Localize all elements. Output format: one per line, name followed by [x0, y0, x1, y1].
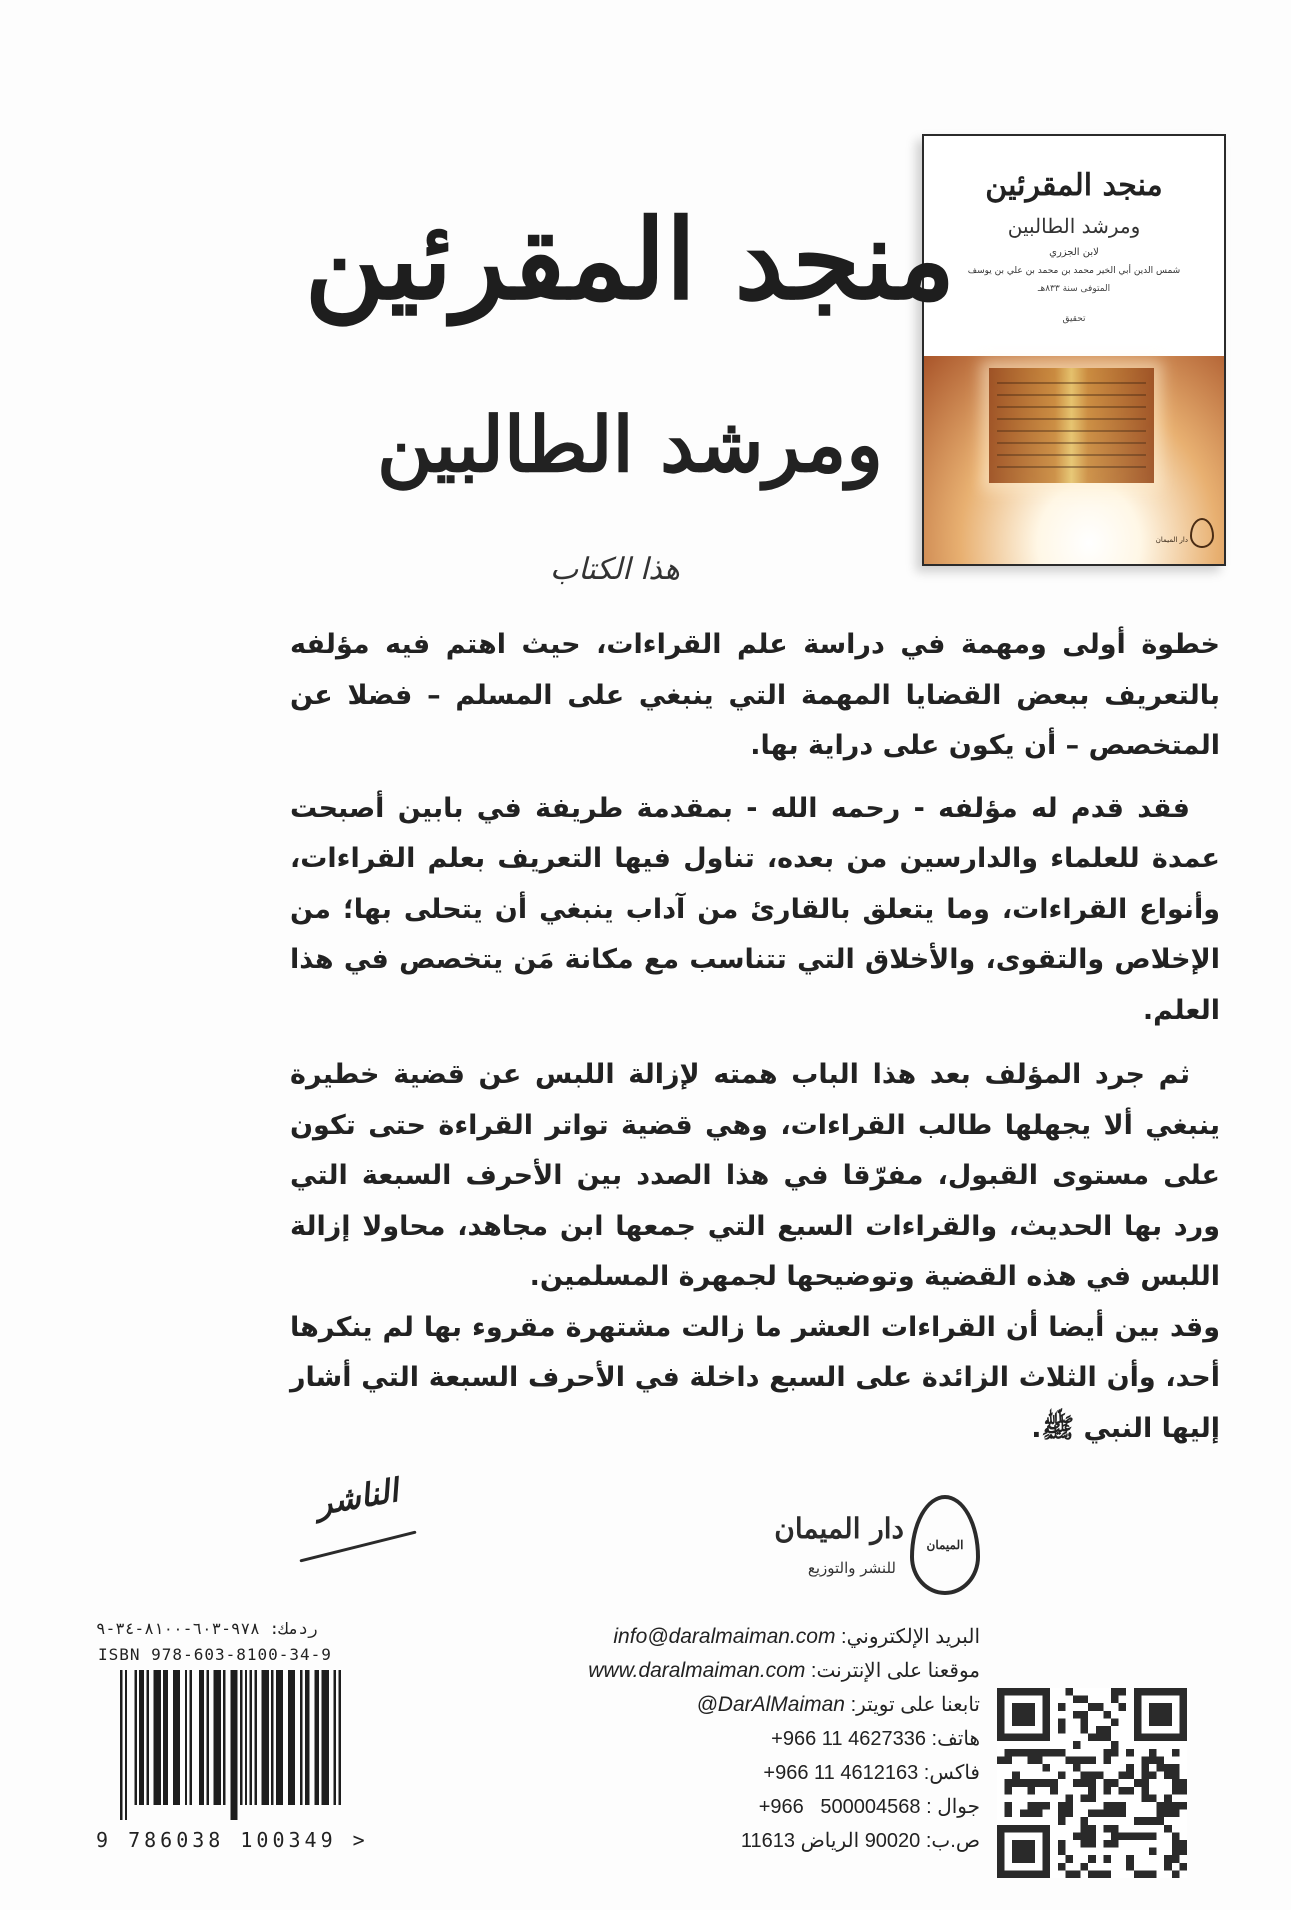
qr-module — [1088, 1825, 1096, 1833]
qr-module — [1111, 1696, 1119, 1704]
qr-module — [1111, 1802, 1119, 1810]
qr-module — [1172, 1848, 1180, 1856]
qr-module — [1096, 1810, 1104, 1818]
signature-underline — [299, 1531, 416, 1563]
contact-info — [520, 1620, 980, 1858]
qr-module — [1119, 1810, 1127, 1818]
qr-module — [1149, 1756, 1157, 1764]
qr-module — [1043, 1779, 1051, 1787]
qr-module — [1088, 1832, 1096, 1840]
qr-module — [1088, 1772, 1096, 1780]
book-title: منجد المقرئين — [304, 195, 956, 324]
barcode-bar — [326, 1670, 328, 1805]
contact-pobox — [520, 1824, 980, 1858]
qr-module — [1088, 1870, 1096, 1878]
qr-module — [1179, 1779, 1187, 1787]
qr-module — [1149, 1794, 1157, 1802]
qr-module — [1103, 1787, 1111, 1795]
qr-module — [1005, 1787, 1013, 1795]
qr-module — [997, 1756, 1005, 1764]
qr-module — [1050, 1779, 1058, 1787]
qr-module — [1119, 1802, 1127, 1810]
barcode-bar — [202, 1670, 204, 1805]
qr-module — [1088, 1794, 1096, 1802]
qr-module — [1065, 1855, 1073, 1863]
qr-module — [1096, 1870, 1104, 1878]
contact-label: هاتف: — [931, 1728, 980, 1750]
qr-module — [1157, 1802, 1165, 1810]
qr-module — [1027, 1749, 1035, 1757]
barcode-bar — [305, 1670, 307, 1805]
qr-module — [1027, 1802, 1035, 1810]
cover-author-death-date: المتوفى سنة ٨٣٣هـ — [1037, 284, 1111, 294]
publisher-tagline: للنشر والتوزيع — [807, 1559, 896, 1577]
qr-module — [1058, 1817, 1066, 1825]
qr-module — [1081, 1779, 1089, 1787]
qr-module — [1126, 1772, 1134, 1780]
contact-email — [520, 1620, 980, 1654]
qr-module — [1005, 1756, 1013, 1764]
qr-module — [1081, 1726, 1089, 1734]
qr-module — [1096, 1734, 1104, 1742]
qr-module — [1058, 1772, 1066, 1780]
qr-module — [1088, 1756, 1096, 1764]
barcode-bar — [166, 1670, 168, 1805]
qr-module — [1164, 1825, 1172, 1833]
qr-finder-center — [1149, 1703, 1172, 1726]
barcode-bar — [206, 1670, 208, 1805]
qr-module — [1111, 1825, 1119, 1833]
teardrop-logo-icon — [910, 1495, 980, 1595]
qr-module — [1065, 1870, 1073, 1878]
qr-module — [1081, 1817, 1089, 1825]
barcode-bar — [317, 1670, 319, 1805]
isbn-arabic: ردمك: ٩٧٨-٦٠٣-٨١٠٠-٣٤-٩ — [96, 1619, 318, 1638]
paragraph: خطوة أولى ومهمة في دراسة علم القراءات، حيث اهتم فيه مؤلفه بالتعريف ببعض القضايا المهمة التي ينبغي على المسلم – فضلا عن المتخصص – أن يكون على دراية بها. — [290, 629, 1220, 761]
qr-module — [1164, 1772, 1172, 1780]
barcode-bar — [173, 1670, 175, 1805]
barcode-bar — [163, 1670, 165, 1805]
barcode-bar — [146, 1670, 148, 1805]
qr-module — [1005, 1810, 1013, 1818]
qr-module — [1035, 1810, 1043, 1818]
contact-mobile — [520, 1790, 980, 1824]
paragraph: وقد بين أيضا أن القراءات العشر ما زالت مشتهرة مقروء بها لم ينكرها أحد، وأن الثلاث الزائدة على السبع داخلة في الأحرف السبعة التي أشار إليها النبي ﷺ. — [290, 1311, 1220, 1444]
isbn-latin: ISBN 978-603-8100-34-9 — [98, 1645, 332, 1664]
barcode-bar — [199, 1670, 201, 1805]
qr-module — [1088, 1734, 1096, 1742]
qr-module — [1058, 1718, 1066, 1726]
qr-module — [1081, 1794, 1089, 1802]
qr-module — [1126, 1787, 1134, 1795]
qr-module — [1119, 1772, 1127, 1780]
qr-module — [1103, 1726, 1111, 1734]
contact-label: تابعنا على تويتر: — [850, 1694, 980, 1716]
qr-module — [1043, 1749, 1051, 1757]
qr-module — [1141, 1787, 1149, 1795]
contact-label: فاكس: — [923, 1762, 980, 1784]
qr-module — [1164, 1794, 1172, 1802]
blurb-text — [290, 620, 1220, 1454]
barcode-bar — [235, 1670, 237, 1820]
qr-module — [1111, 1741, 1119, 1749]
contact-website — [520, 1654, 980, 1688]
barcode-bar — [278, 1670, 280, 1805]
qr-module — [1088, 1779, 1096, 1787]
qr-module — [1073, 1764, 1081, 1772]
qr-module — [1126, 1855, 1134, 1863]
qr-module — [1020, 1749, 1028, 1757]
qr-module — [1172, 1779, 1180, 1787]
qr-module — [1096, 1772, 1104, 1780]
qr-module — [1126, 1764, 1134, 1772]
qr-module — [1088, 1855, 1096, 1863]
barcode-bar — [154, 1670, 156, 1805]
phone-number: +966 11 4627336 — [771, 1728, 926, 1750]
qr-module — [1126, 1863, 1134, 1871]
qr-module — [1126, 1832, 1134, 1840]
barcode-bar — [322, 1670, 324, 1805]
qr-module — [1164, 1802, 1172, 1810]
qr-module — [1103, 1734, 1111, 1742]
barcode-bar — [223, 1670, 225, 1805]
barcode-bar — [250, 1670, 252, 1805]
barcode-bar — [290, 1670, 292, 1805]
paragraph: ثم جرد المؤلف بعد هذا الباب همته لإزالة اللبس عن قضية خطيرة ينبغي ألا يجهلها طالب القراءات، وهي قضية تواتر القراءة حتى تكون على مستوى القبول، مفرّقا في هذا الصدد بين الأحرف السبعة التي ورد بها الحديث، والقراءات السبع التي جمعها ابن مجاهد، محاولا إزالة اللبس في هذه القضية وتوضيحها لجمهرة المسلمين. — [290, 1059, 1220, 1292]
qr-module — [1035, 1749, 1043, 1757]
qr-module — [1141, 1817, 1149, 1825]
qr-module — [1088, 1703, 1096, 1711]
qr-code-icon[interactable] — [997, 1688, 1187, 1878]
qr-module — [1164, 1764, 1172, 1772]
qr-module — [1065, 1810, 1073, 1818]
qr-module — [1081, 1756, 1089, 1764]
qr-module — [1103, 1779, 1111, 1787]
qr-module — [1149, 1870, 1157, 1878]
barcode-bar — [178, 1670, 180, 1805]
paragraph: فقد قدم له مؤلفه - رحمه الله - بمقدمة طريفة في بابين أصبحت عمدة للعلماء والدارسين من بعده، تناول فيها التعريف بعلم القراءات، وأنواع القراءات، وما يتعلق بالقارئ من آداب ينبغي أن يتحلى بها؛ من الإخلاص والتقوى، والأخلاق التي تتناسب مع مكانة مَن يتخصص في هذا العلم. — [290, 792, 1220, 1026]
barcode-bar — [334, 1670, 336, 1805]
qr-module — [1103, 1855, 1111, 1863]
barcode-icon — [120, 1670, 348, 1820]
book-subtitle: ومرشد الطالبين — [376, 400, 884, 489]
contact-twitter — [520, 1688, 980, 1722]
qr-module — [1073, 1779, 1081, 1787]
qr-module — [1172, 1764, 1180, 1772]
qr-module — [1172, 1772, 1180, 1780]
barcode-bar — [120, 1670, 122, 1820]
qr-module — [1172, 1855, 1180, 1863]
contact-phone — [520, 1722, 980, 1756]
qr-module — [1141, 1870, 1149, 1878]
qr-module — [1172, 1832, 1180, 1840]
manuscript-image — [989, 368, 1154, 483]
qr-module — [1027, 1810, 1035, 1818]
qr-module — [1126, 1749, 1134, 1757]
qr-module — [1020, 1810, 1028, 1818]
qr-module — [1081, 1718, 1089, 1726]
qr-module — [1096, 1703, 1104, 1711]
barcode-bar — [185, 1670, 187, 1805]
qr-module — [1119, 1787, 1127, 1795]
qr-module — [1043, 1764, 1051, 1772]
qr-module — [1134, 1870, 1142, 1878]
qr-module — [1179, 1848, 1187, 1856]
fax-number: +966 11 4612163 — [763, 1762, 919, 1784]
qr-module — [1157, 1756, 1165, 1764]
qr-module — [1035, 1779, 1043, 1787]
qr-module — [1149, 1848, 1157, 1856]
qr-module — [1012, 1772, 1020, 1780]
cover-title: منجد المقرئين — [985, 168, 1163, 203]
qr-module — [1058, 1840, 1066, 1848]
qr-finder-center — [1012, 1840, 1035, 1863]
cover-tahqiq-label: تحقيق — [1062, 314, 1086, 324]
qr-module — [1172, 1802, 1180, 1810]
qr-module — [1058, 1863, 1066, 1871]
qr-module — [1164, 1810, 1172, 1818]
qr-module — [1111, 1832, 1119, 1840]
qr-module — [1149, 1749, 1157, 1757]
qr-module — [1164, 1855, 1172, 1863]
barcode-bar — [216, 1670, 218, 1805]
qr-module — [1134, 1817, 1142, 1825]
barcode-bar — [264, 1670, 266, 1805]
barcode-bar — [190, 1670, 192, 1805]
barcode-bar — [125, 1670, 127, 1820]
qr-module — [1141, 1832, 1149, 1840]
barcode-bar — [338, 1670, 340, 1805]
qr-module — [1058, 1703, 1066, 1711]
qr-module — [1103, 1870, 1111, 1878]
qr-module — [1172, 1870, 1180, 1878]
barcode-bar — [134, 1670, 136, 1805]
qr-module — [1035, 1802, 1043, 1810]
qr-finder-center — [1012, 1703, 1035, 1726]
qr-module — [1073, 1870, 1081, 1878]
qr-module — [1020, 1779, 1028, 1787]
qr-module — [1179, 1840, 1187, 1848]
qr-module — [1050, 1787, 1058, 1795]
qr-module — [1103, 1802, 1111, 1810]
barcode-bar — [240, 1670, 242, 1805]
qr-module — [1027, 1756, 1035, 1764]
qr-module — [1111, 1810, 1119, 1818]
section-heading: هذا الكتاب — [550, 552, 680, 587]
cover-author-line: لابن الجزري — [1049, 247, 1099, 258]
cover-subtitle: ومرشد الطالبين — [1007, 214, 1141, 238]
qr-module — [1035, 1756, 1043, 1764]
barcode-bar — [139, 1670, 141, 1805]
qr-module — [1103, 1749, 1111, 1757]
logo-glyph: الميمان — [926, 1538, 964, 1552]
qr-module — [1141, 1794, 1149, 1802]
qr-module — [1065, 1794, 1073, 1802]
qr-module — [1179, 1863, 1187, 1871]
barcode-bar — [254, 1670, 256, 1805]
barcode-bar — [314, 1670, 316, 1805]
qr-module — [1058, 1810, 1066, 1818]
qr-module — [1141, 1764, 1149, 1772]
contact-label: موقعنا على الإنترنت: — [810, 1660, 980, 1682]
qr-module — [1058, 1802, 1066, 1810]
qr-module — [1134, 1779, 1142, 1787]
qr-module — [1012, 1749, 1020, 1757]
cover-author-fullname: شمس الدين أبي الخير محمد بن محمد بن علي بن يوسف — [967, 266, 1181, 276]
barcode-bar — [281, 1670, 283, 1805]
barcode-bar — [276, 1670, 278, 1805]
qr-module — [1058, 1848, 1066, 1856]
barcode-bar — [324, 1670, 326, 1805]
qr-module — [1073, 1711, 1081, 1719]
qr-module — [1157, 1810, 1165, 1818]
qr-module — [1157, 1764, 1165, 1772]
qr-module — [1073, 1741, 1081, 1749]
qr-module — [1058, 1726, 1066, 1734]
qr-module — [1172, 1840, 1180, 1848]
qr-module — [1111, 1718, 1119, 1726]
barcode-bar — [233, 1670, 235, 1820]
qr-module — [1005, 1779, 1013, 1787]
qr-module — [1149, 1832, 1157, 1840]
barcode-bar — [230, 1670, 232, 1820]
barcode-bar — [218, 1670, 220, 1805]
qr-module — [1103, 1756, 1111, 1764]
barcode-bar — [293, 1670, 295, 1805]
qr-module — [1141, 1756, 1149, 1764]
qr-module — [1103, 1711, 1111, 1719]
publisher-signature: الناشر — [313, 1471, 401, 1523]
qr-module — [1073, 1832, 1081, 1840]
qr-module — [1141, 1779, 1149, 1787]
contact-label: البريد الإلكتروني: — [841, 1626, 980, 1648]
email-link[interactable]: info@daralmaiman.com — [613, 1625, 836, 1648]
qr-module — [1081, 1711, 1089, 1719]
qr-module — [1119, 1832, 1127, 1840]
qr-module — [1058, 1749, 1066, 1757]
qr-module — [1088, 1810, 1096, 1818]
qr-module — [1149, 1817, 1157, 1825]
po-box: 90020 الرياض 11613 — [740, 1830, 921, 1852]
qr-module — [1081, 1863, 1089, 1871]
qr-module — [1027, 1779, 1035, 1787]
contact-label: ص.ب: — [925, 1830, 980, 1852]
publisher-logo — [740, 1495, 980, 1605]
barcode-digits: 9 786038 100349 > — [96, 1828, 369, 1852]
qr-module — [1172, 1810, 1180, 1818]
qr-module — [1134, 1832, 1142, 1840]
qr-module — [1103, 1810, 1111, 1818]
cover-publisher-mark: دار الميمان — [1155, 536, 1188, 544]
qr-module — [1073, 1756, 1081, 1764]
barcode-bar — [271, 1670, 273, 1805]
barcode-bar — [262, 1670, 264, 1805]
qr-module — [1088, 1840, 1096, 1848]
contact-fax — [520, 1756, 980, 1790]
qr-module — [1141, 1772, 1149, 1780]
barcode-bar — [245, 1670, 247, 1805]
barcode-bar — [214, 1670, 216, 1805]
publisher-name: دار الميمان — [774, 1512, 904, 1545]
qr-module — [1111, 1688, 1119, 1696]
qr-module — [1119, 1703, 1127, 1711]
qr-module — [1103, 1840, 1111, 1848]
qr-module — [1043, 1802, 1051, 1810]
qr-module — [1081, 1840, 1089, 1848]
qr-module — [1149, 1772, 1157, 1780]
qr-module — [1103, 1825, 1111, 1833]
qr-module — [1081, 1772, 1089, 1780]
qr-module — [1081, 1825, 1089, 1833]
qr-module — [1050, 1749, 1058, 1757]
cover-publisher-logo-icon — [1190, 518, 1214, 548]
qr-module — [1012, 1779, 1020, 1787]
barcode-bar — [142, 1670, 144, 1805]
contact-label: جوال : — [926, 1796, 980, 1818]
qr-module — [1119, 1688, 1127, 1696]
qr-module — [1065, 1802, 1073, 1810]
qr-module — [1172, 1749, 1180, 1757]
website-link[interactable]: www.daralmaiman.com — [588, 1659, 806, 1682]
qr-module — [1164, 1863, 1172, 1871]
qr-module — [1065, 1688, 1073, 1696]
mobile-number: +966 500004568 — [758, 1796, 921, 1818]
qr-module — [1111, 1749, 1119, 1757]
qr-module — [1065, 1756, 1073, 1764]
qr-module — [1096, 1726, 1104, 1734]
qr-module — [1179, 1802, 1187, 1810]
barcode-bar — [156, 1670, 158, 1805]
barcode-bar — [307, 1670, 309, 1805]
qr-module — [1027, 1787, 1035, 1795]
qr-module — [1073, 1696, 1081, 1704]
barcode-bar — [158, 1670, 160, 1805]
barcode-bar — [175, 1670, 177, 1805]
qr-module — [1157, 1817, 1165, 1825]
barcode-bar — [288, 1670, 290, 1805]
qr-module — [1081, 1832, 1089, 1840]
barcode-bar — [266, 1670, 268, 1805]
qr-module — [1172, 1787, 1180, 1795]
qr-module — [1005, 1749, 1013, 1757]
qr-module — [1088, 1787, 1096, 1795]
qr-module — [1111, 1840, 1119, 1848]
qr-module — [1111, 1779, 1119, 1787]
qr-module — [1005, 1802, 1013, 1810]
qr-module — [1081, 1696, 1089, 1704]
qr-module — [1179, 1787, 1187, 1795]
barcode-bar — [300, 1670, 302, 1805]
cover-artwork — [924, 356, 1224, 564]
twitter-handle[interactable]: @DarAlMaiman — [696, 1693, 845, 1716]
